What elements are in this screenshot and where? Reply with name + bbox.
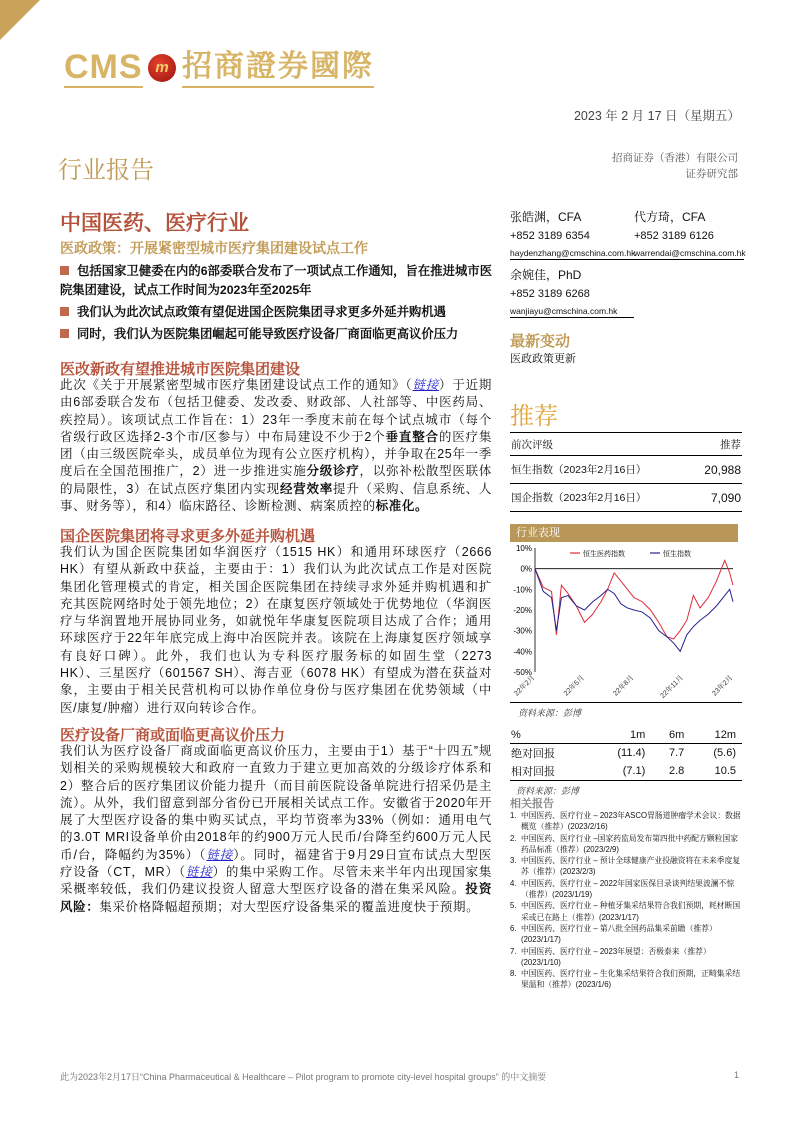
body-text: ，以弥补松散型医联体的局限性，3）在试点医疗集团内实现 [60,464,492,496]
item-number: 7. [510,946,517,956]
y-tick-label: 10% [515,544,532,553]
related-report-item[interactable] [510,833,742,856]
body-text: ）。同时，福建省于9月29日宣布试点大型医疗设备（CT，MR）（ [60,847,492,880]
related-report-title: 中国医药、医疗行业 – 种植牙集采结果符合我们预期，耗材断国采或已在路上（推荐）(2023/1/17) [521,901,741,922]
source-link[interactable]: 链接 [206,847,234,862]
header-cell: 1m [630,728,646,741]
y-tick-label: -50% [513,668,532,677]
table-header-row [510,726,742,744]
analyst-name: 代方琦，CFA [634,210,706,224]
logo-chinese-name: 招商證券國際 [182,48,374,88]
cell: 相对回报 [511,766,555,778]
cell: (7.1) [622,765,646,777]
logo-cms: CMS [64,48,143,86]
cell: 7.7 [668,747,685,759]
cell: 2.8 [668,765,685,777]
analyst-email[interactable]: wanjiayu@cmschina.com.hk [510,306,634,318]
related-report-item[interactable] [510,878,742,901]
department: 证券研究部 [685,168,738,180]
page-number: 1 [734,1070,740,1080]
related-reports-heading: 相关报告 [510,798,554,810]
section-heading: 医改新政有望推进城市医院集团建设 [60,361,301,378]
cell: 国企指数（2023年2月16日） [510,484,691,512]
body-text: 我们认为医疗设备厂商或面临更高议价压力，主要由于1）基于“十四五”规划相关的采购规模较大和政府一直致力于建立更加高效的分级诊疗体系和2）整合后的医疗集团议价能力提升（而目前医院设备单院进行招采仍是主流）。从外，我们留意到部分省份已开展相关试点工作。安徽省于2020年开展了大型医疗设备的集中购买试点，平均节资率为33%（例如：通用电气的3.0T MRI设备单价由2018年的约900万元人民币/台降至约600万元人民币/台，降幅约为35%）（ [60,744,492,862]
item-number: 2. [510,833,517,843]
source-link[interactable]: 链接 [185,865,213,880]
item-number: 8. [510,969,517,979]
logo-emblem-icon: m [148,54,176,82]
item-number: 1. [510,811,517,820]
analyst-name: 余婉佳，PhD [510,268,582,282]
analyst-contacts [510,208,746,318]
related-report-item[interactable] [510,855,742,878]
cell: 10.5 [714,765,736,777]
analyst-name: 张皓渊，CFA [510,210,582,224]
emphasis-text: 标准化。 [375,499,429,514]
key-point-text: 我们认为此次试点政策有望促进国企医院集团寻求更多外延并购机遇 [77,305,446,319]
related-reports-list [510,810,742,991]
latest-change-text: 医政政策更新 [510,353,576,365]
section-heading: 医疗设备厂商或面临更高议价压力 [60,727,286,744]
analyst-phone: +852 3189 6126 [634,230,714,242]
bullet-square-icon [60,307,69,316]
document-type: 行业报告 [58,156,154,184]
y-tick-label: 0% [520,564,532,574]
related-report-title: 中国医药、医疗行业 – 预计全球健康产业投融资将在未来季度复苏（推荐）(2023/2/3) [521,856,741,877]
related-report-title: 中国医药、医疗行业 – 2023年展望：否极泰来（推荐）(2023/1/10) [521,946,711,967]
x-tick-label: 22年5月 [562,674,586,698]
chart-source: 资料来源：彭博 [518,708,582,718]
emphasis-text: 经营效率 [279,481,333,496]
analyst-phone: +852 3189 6268 [510,288,590,300]
series-line-0 [535,560,733,639]
cell: 前次评级 [510,433,691,456]
analyst-email[interactable]: warrendai@cmschina.com.hk [634,248,746,258]
x-tick-label: 22年8月 [612,674,636,698]
performance-chart [505,543,745,703]
bullet-square-icon [60,266,69,275]
item-number: 3. [510,856,517,866]
performance-heading: 行业表现 [510,524,738,542]
section-body [60,544,492,717]
body-text: ）于近期由6部委联合发布（包括卫健委、发改委、财政部、人社部等、中医药局、疾控局）。该项试点工作旨在：1）23年一季度末前在每个试点城市（每个省级行政区选择2-3个市/区参与）中布局建设不少于2个 [60,378,493,444]
table-row [510,484,742,512]
related-report-item[interactable] [510,923,742,946]
returns-table [510,726,742,797]
key-point [60,325,492,344]
y-tick-label: -30% [513,626,532,636]
cell: 绝对回报 [511,748,555,760]
related-report-item[interactable] [510,946,742,969]
bullet-square-icon [60,329,69,338]
key-point-text: 同时，我们认为医院集团崛起可能导致医疗设备厂商面临更高议价压力 [77,327,459,341]
analyst-card [510,266,634,318]
related-report-item[interactable] [510,810,742,833]
report-date: 2023 年 2 月 17 日（星期五） [573,109,740,123]
related-report-item[interactable] [510,900,742,923]
x-tick-label: 22年11月 [659,674,685,700]
table-row [510,456,742,484]
firm-name: 招商证券（香港）有限公司 [612,152,738,164]
key-points [60,262,492,347]
report-subtitle: 医政政策：开展紧密型城市医疗集团建设试点工作 [60,240,368,256]
key-point [60,262,492,300]
table-row [510,433,742,456]
section-heading: 国企医院集团将寻求更多外延并购机遇 [60,528,316,545]
body-text: 我们认为国企医院集团如华润医疗（1515 HK）和通用环球医疗（2666 HK）有望从新政中获益，主要由于：1）我们认为此次试点工作是对医院集团化管理模式的肯定，相关国企医院集团在持续寻求外延并购机遇和扩充其医院网络时处于领先地位；2）在康复医疗领域处于优势地位（华润医疗与华润置地开展协同业务，如就悦年华康复医院项目达成了合作；通用环球医疗于22年年底完成上海中冶医院并表。该院在上海康复医疗领域享有良好口碑）。此外，我们也认为专科医疗服务标的如固生堂（2273 HK）、三星医疗（601567 SH）、海吉亚（6078 HK）有望成为潜在获益对象，主要由于相关民营机构可以协作单位身份与医疗集团在优势领域（中医/康复/肿瘤）进行双向转诊合作。 [60,545,492,715]
source-link[interactable]: 链接 [412,378,440,392]
related-report-item[interactable] [510,968,742,991]
y-tick-label: -10% [513,585,532,595]
y-tick-label: -20% [513,606,532,615]
header-cell: % [511,728,521,741]
key-point [60,303,492,322]
cell: (5.6) [713,747,736,759]
legend-label: 恒生指数 [663,551,691,558]
rating-table [510,432,742,512]
analyst-card [634,208,744,260]
firm-info [612,150,738,182]
header-cell: 6m [668,728,685,741]
footer-note: 此为2023年2月17日“China Pharmaceutical & Healthcare – Pilot program to promote city-level hospital groups” 的中文摘要 [60,1072,547,1082]
key-point-text: 包括国家卫健委在内的6部委联合发布了一项试点工作通知，旨在推进城市医院集团建设，试点工作时间为2023年至2025年 [60,264,492,297]
x-tick-label: 22年2月 [513,674,537,698]
section-body [60,743,492,916]
body-text: 的医疗集团（由三级医院牵头，成员单位为现有公立医疗机构），并争取在25年一季度后在全国范围推广，2）进一步推进实施 [60,429,492,479]
rating-recommendation: 推荐 [510,402,558,430]
x-tick-label: 23年2月 [711,674,735,698]
series-line-1 [535,569,733,652]
body-text: 此次《关于开展紧密型城市医疗集团建设试点工作的通知》（ [60,378,413,392]
related-report-title: 中国医药、医疗行业 – 2022年国家医保目录谈判结果波澜不惊（推荐）(2023/1/19) [521,878,735,900]
cell: 恒生指数（2023年2月16日） [510,456,691,484]
related-report-title: 中国医药、医疗行业 –国家药监局发布第四批中药配方颗粒国家药品标准（推荐）(2023/2/9) [521,833,739,854]
cell: 7,090 [691,484,742,512]
section-body [60,377,492,515]
analyst-email[interactable]: haydenzhang@cmschina.com.hk [510,248,636,258]
table-row [510,744,742,763]
body-text: 集采价格降幅超预期；对大型医疗设备集采的覆盖进度快于预期。 [99,899,480,914]
chart-divider [510,702,742,703]
cell: (11.4) [617,747,646,759]
body-text: 提升（采购、信息系统、人事、财务等），和4）临床路径、诊断检测、病案质控的 [60,481,492,514]
legend-label: 恒生医药指数 [583,551,625,558]
latest-change-heading: 最新变动 [510,333,571,350]
item-number: 5. [510,901,517,911]
table-row [510,762,742,781]
item-number: 6. [510,923,517,933]
cell: 20,988 [691,456,742,484]
related-report-title: 中国医药、医疗行业 – 2023年ASCO胃肠道肿瘤学术会议：数据概览（推荐）(2023/2/16) [521,811,741,832]
analyst-card [510,208,634,260]
corner-decoration [0,0,40,40]
y-tick-label: -40% [513,647,532,657]
analyst-phone: +852 3189 6354 [510,230,590,242]
cell: 推荐 [691,433,742,456]
header-cell: 12m [714,728,736,741]
emphasis-text: 投资风险： [60,882,492,914]
item-number: 4. [510,878,517,888]
related-report-title: 中国医药、医疗行业 – 生化集采结果符合我们预期，正畸集采结果温和（推荐）(2023/1/6) [521,969,741,990]
body-text: ）的集中采购工作。尽管未来半年内出现国家集采概率较低，我们仍建议投资人留意大型医疗设备的潜在集采风险。 [60,865,493,897]
report-title: 中国医药、医疗行业 [60,212,249,235]
emphasis-text: 分级诊疗 [306,464,360,479]
returns-source: 资料来源：彭博 [516,786,580,796]
emphasis-text: 垂直整合 [385,429,439,444]
related-report-title: 中国医药、医疗行业 – 第八批全国药品集采前瞻（推荐）(2023/1/17) [521,923,717,945]
